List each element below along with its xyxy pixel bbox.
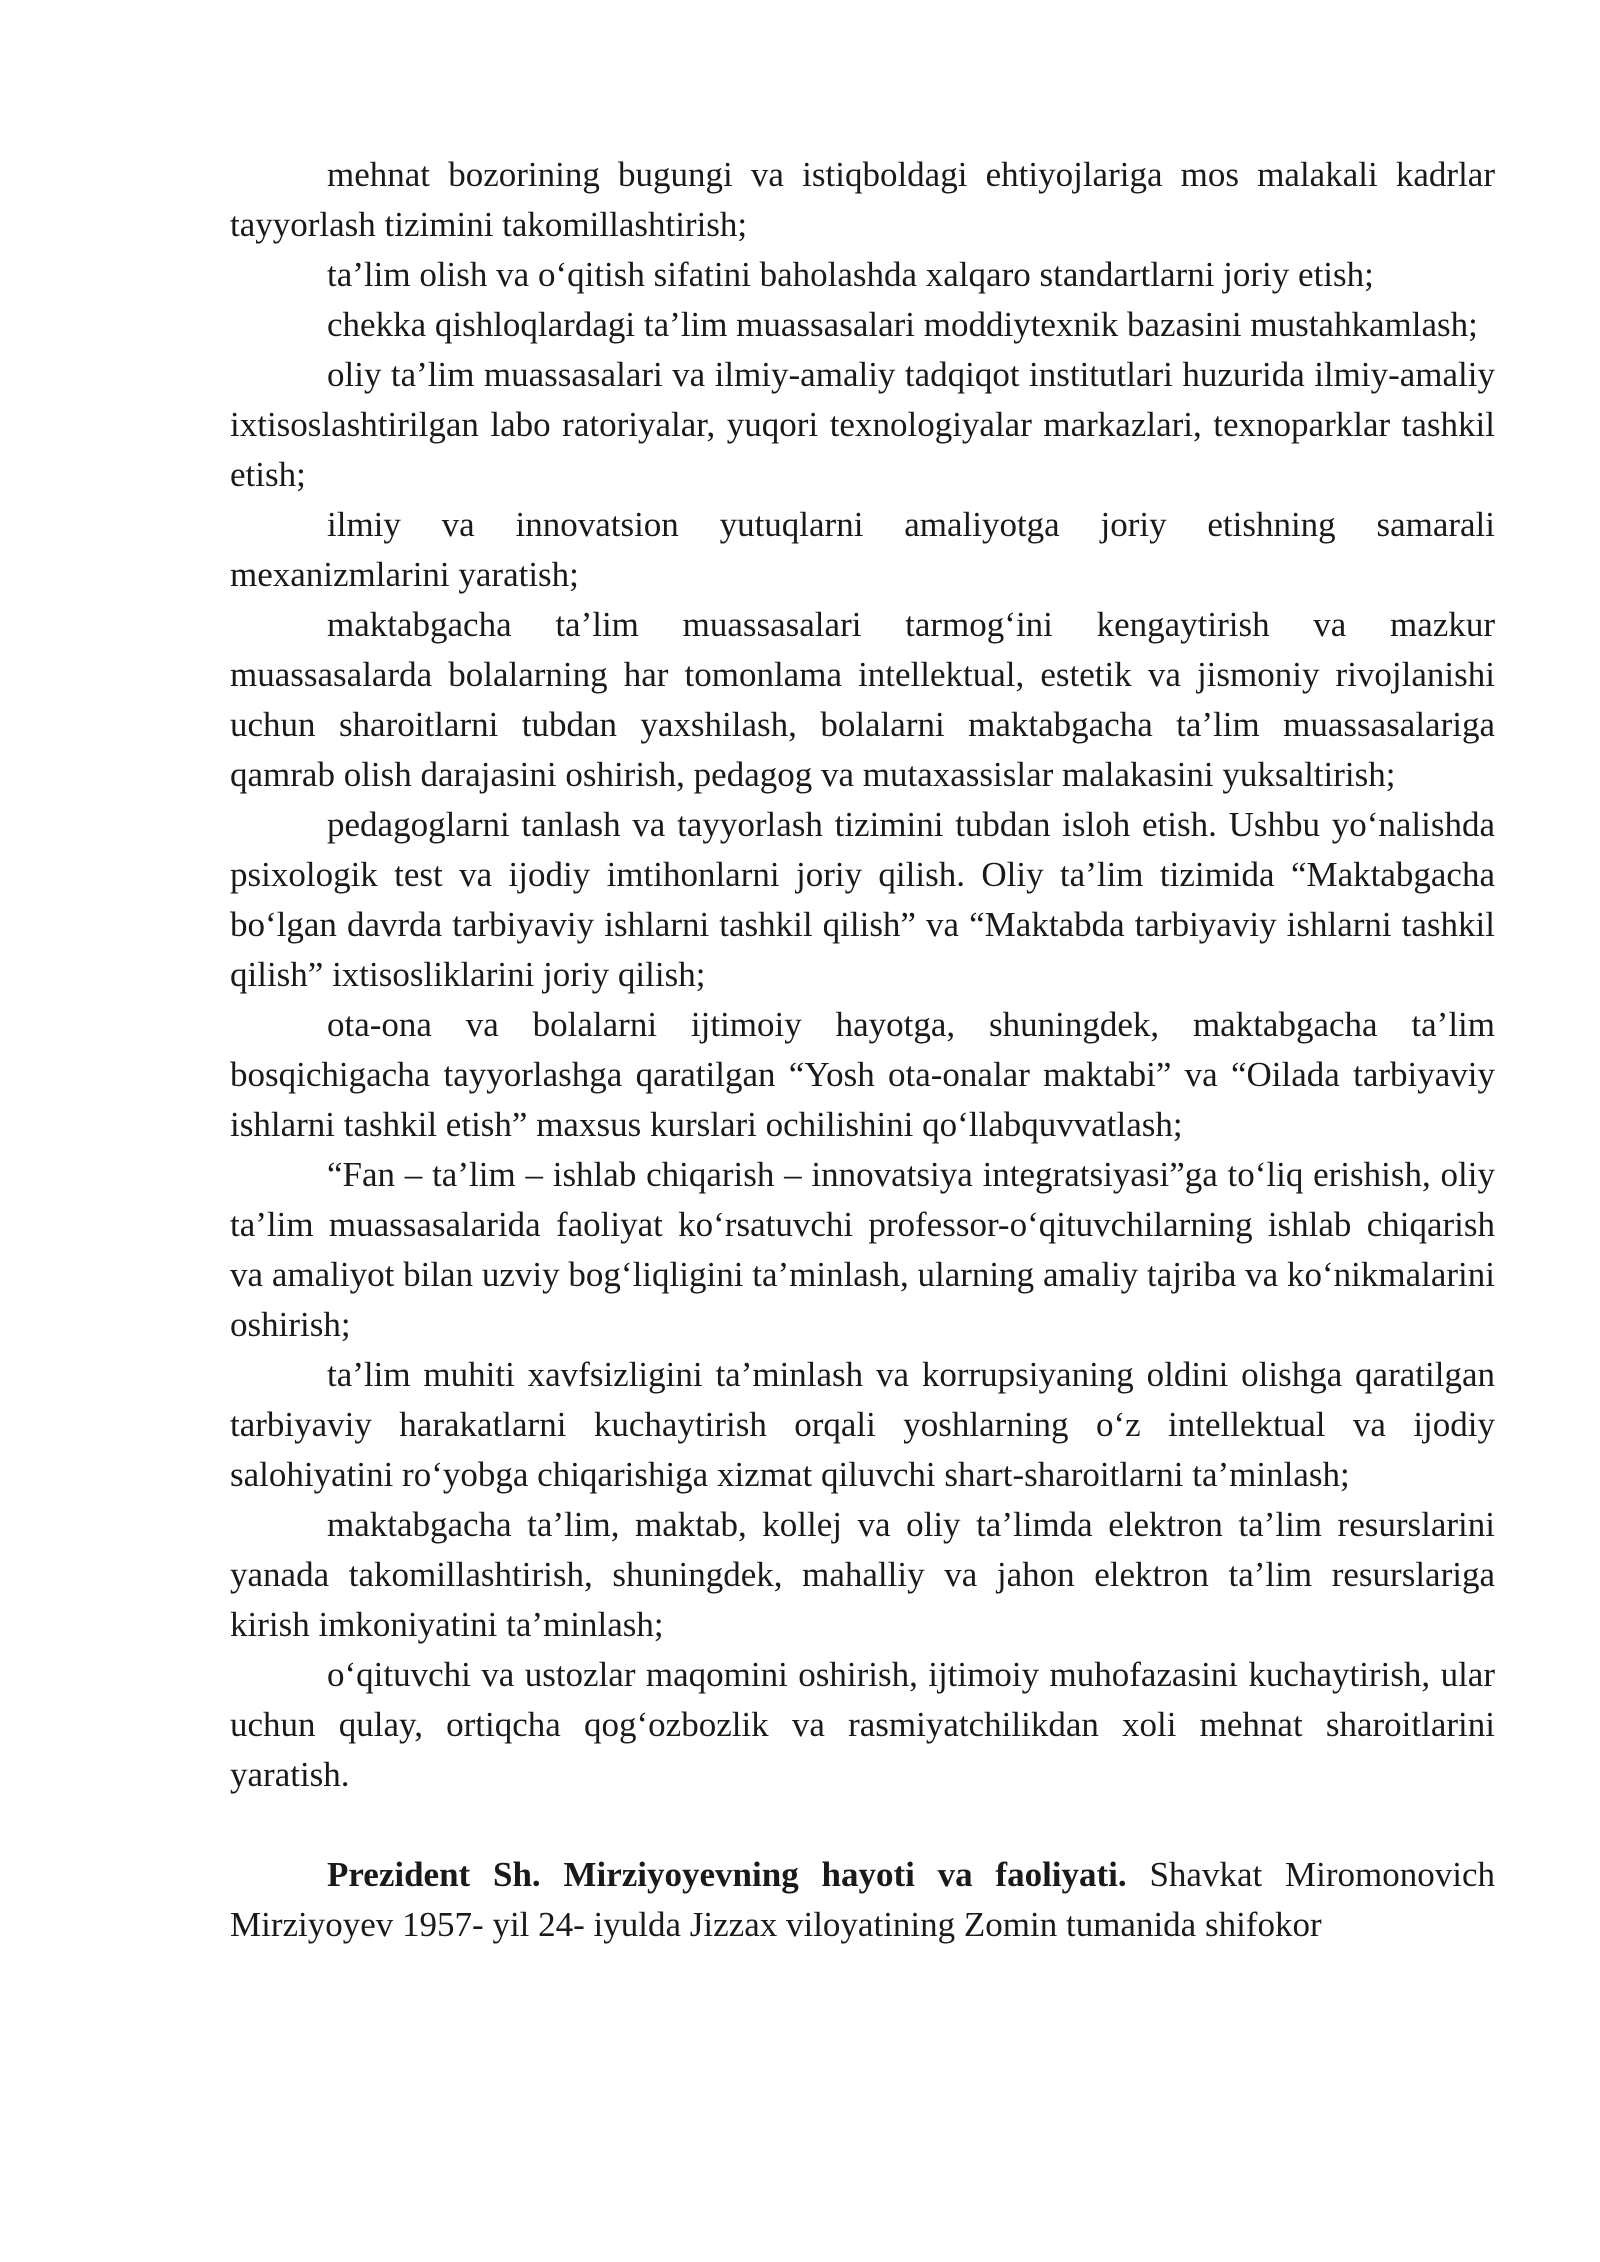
paragraph-3: chekka qishloqlardagi ta’lim muassasalari moddiytexnik bazasini mustahkamlash; bbox=[327, 305, 1478, 344]
paragraph-5: ilmiy va innovatsion yutuqlarni amaliyotga joriy etishning samarali mexanizmlarini yaratish; bbox=[230, 505, 1495, 594]
document-page bbox=[230, 150, 1495, 1950]
paragraph-6: maktabgacha ta’lim muassasalari tarmog‘ini kengaytirish va mazkur muassasalarda bolalarning har tomonlama intellektual, estetik va jismoniy rivojlanishi uchun sharoitlarni tubdan yaxshilash, bolalarni maktabgacha ta’lim muassasalariga qamrab olish darajasini oshirish, pedagog va mutaxassislar malakasini yuksaltirish; bbox=[230, 605, 1495, 794]
paragraph-4: oliy ta’lim muassasalari va ilmiy-amaliy tadqiqot institutlari huzurida ilmiy-amaliy ixtisoslashtirilgan labo ratoriyalar, yuqori texnologiyalar markazlari, texnoparklar tashkil etish; bbox=[230, 355, 1495, 494]
paragraph-9: “Fan – ta’lim – ishlab chiqarish – innovatsiya integratsiyasi”ga to‘liq erishish, oliy ta’lim muassasalarida faoliyat ko‘rsatuvchi professor-o‘qituvchilarning ishlab chiqarish va amaliyot bilan uzviy bog‘liqligini ta’minlash, ularning amaliy tajriba va ko‘nikmalarini oshirish; bbox=[230, 1155, 1495, 1344]
paragraph-11: maktabgacha ta’lim, maktab, kollej va oliy ta’limda elektron ta’lim resurslarini yanada takomillashtirish, shuningdek, mahalliy va jahon elektron ta’lim resurslariga kirish imkoniyatini ta’minlash; bbox=[230, 1505, 1495, 1644]
paragraph-12: o‘qituvchi va ustozlar maqomini oshirish, ijtimoiy muhofazasini kuchaytirish, ular uchun qulay, ortiqcha qog‘ozbozlik va rasmiyatchilikdan xoli mehnat sharoitlarini yaratish. bbox=[230, 1655, 1495, 1794]
section-text: Shavkat Miromonovich Mirziyoyev 1957- yil 24- iyulda Jizzax viloyatining Zomin tumanida shifokor bbox=[230, 1855, 1495, 1944]
paragraph-10: ta’lim muhiti xavfsizligini ta’minlash va korrupsiyaning oldini olishga qaratilgan tarbiyaviy harakatlarni kuchaytirish orqali yoshlarning o‘z intellektual va ijodiy salohiyatini ro‘yobga chiqarishiga xizmat qiluvchi shart-sharoitlarni ta’minlash; bbox=[230, 1355, 1495, 1494]
section-heading: Prezident Sh. Mirziyoyevning hayoti va faoliyati. bbox=[327, 1855, 1127, 1894]
paragraph-8: ota-ona va bolalarni ijtimoiy hayotga, shuningdek, maktabgacha ta’lim bosqichigacha tayyorlashga qaratilgan “Yosh ota-onalar maktabi” va “Oilada tarbiyaviy ishlarni tashkil etish” maxsus kurslari ochilishini qo‘llabquvvatlash; bbox=[230, 1005, 1495, 1144]
paragraph-1: mehnat bozorining bugungi va istiqboldagi ehtiyojlariga mos malakali kadrlar tayyorlash tizimini takomillashtirish; bbox=[230, 155, 1495, 244]
paragraph-2: ta’lim olish va o‘qitish sifatini baholashda xalqaro standartlarni joriy etish; bbox=[327, 255, 1374, 294]
section-paragraph bbox=[230, 1850, 1495, 1950]
paragraph-7: pedagoglarni tanlash va tayyorlash tizimini tubdan isloh etish. Ushbu yo‘nalishda psixologik test va ijodiy imtihonlarni joriy qilish. Oliy ta’lim tizimida “Maktabgacha bo‘lgan davrda tarbiyaviy ishlarni tashkil qilish” va “Maktabda tarbiyaviy ishlarni tashkil qilish” ixtisosliklarini joriy qilish; bbox=[230, 805, 1495, 994]
